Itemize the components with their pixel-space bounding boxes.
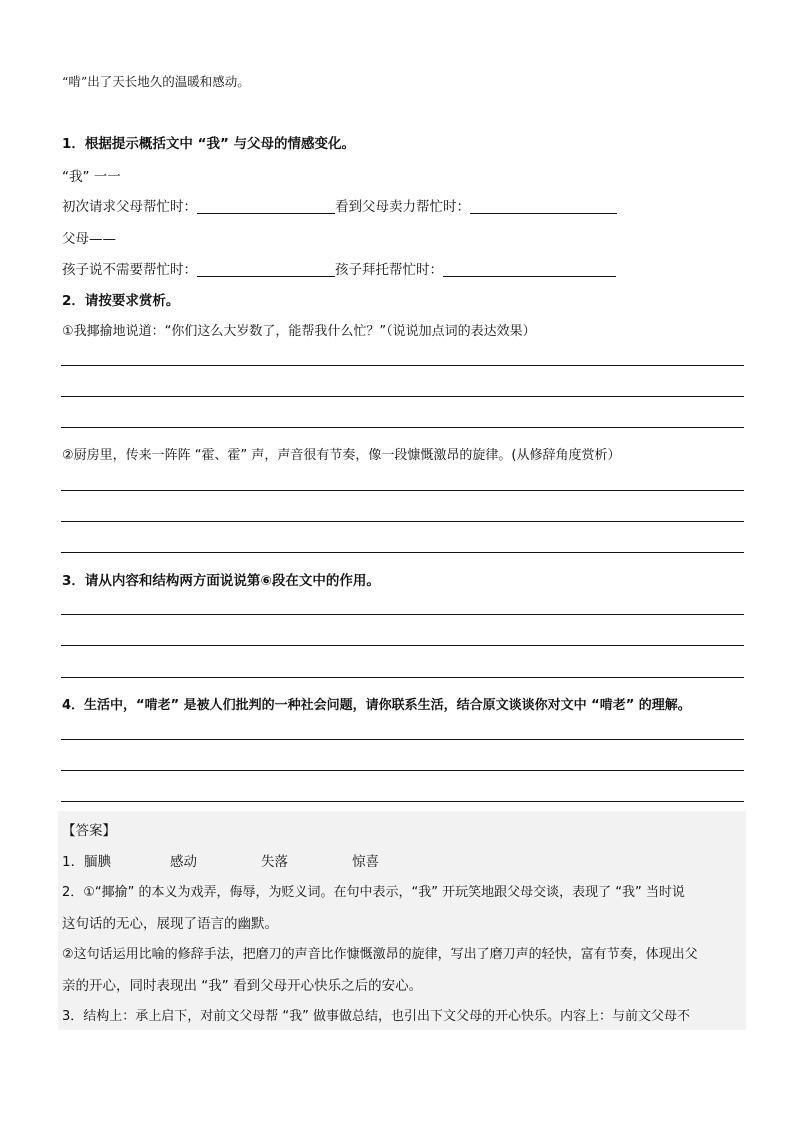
answer-line[interactable] [61, 521, 744, 522]
answer-2-line-1: 2．①“揶揄” 的本义为戏弄，侮辱，为贬义词。在句中表示，“我” 开玩笑地跟父母交谈，表现了 “我” 当时说 [62, 885, 685, 900]
question-3-title: 3．请从内容和结构两方面说说第⑥段在文中的作用。 [62, 573, 380, 589]
answer-3-line-1: 3．结构上：承上启下，对前文父母帮 “我” 做事做总结，也引出下文父母的开心快乐。内容上：与前文父母不 [62, 1009, 691, 1024]
answer-blank[interactable] [197, 262, 335, 277]
q1-parents-first-label: 孩子说不需要帮忙时： [62, 262, 197, 278]
answer-line[interactable] [61, 801, 744, 802]
answer-1-prefix: 1．腼腆 [62, 854, 112, 870]
answer-2b-line-2: 亲的开心，同时表现出 “我” 看到父母开心快乐之后的安心。 [62, 978, 423, 994]
answer-line[interactable] [61, 614, 744, 615]
q1-parents-second-label: 孩子拜托帮忙时： [335, 262, 443, 278]
answer-line[interactable] [61, 770, 744, 771]
answer-label: 【答案】 [62, 823, 116, 839]
answer-line[interactable] [61, 739, 744, 740]
answer-blank[interactable] [197, 199, 335, 214]
answer-2-line-2: 这句话的无心，展现了语言的幽默。 [62, 916, 278, 932]
q1-me-label: “我” 一一 [62, 169, 121, 185]
answer-line[interactable] [61, 490, 744, 491]
answer-line[interactable] [61, 427, 744, 428]
question-2-title: 2．请按要求赏析。 [62, 293, 180, 309]
answer-1-word: 失落 [261, 854, 288, 870]
q1-me-row [62, 195, 617, 215]
answer-1 [62, 850, 379, 870]
answer-line[interactable] [61, 645, 744, 646]
answer-1-word: 惊喜 [352, 854, 379, 870]
answer-line[interactable] [61, 396, 744, 397]
question-4-title: 4．生活中，“啃老” 是被人们批判的一种社会问题，请你联系生活，结合原文谈谈你对文中 “啃老” 的理解。 [62, 698, 691, 713]
answer-blank[interactable] [470, 199, 617, 214]
question-1-title: 1．根据提示概括文中 “我” 与父母的情感变化。 [62, 136, 356, 152]
answer-line[interactable] [61, 365, 744, 366]
answer-1-word: 感动 [170, 854, 197, 870]
answer-blank[interactable] [443, 262, 616, 277]
q1-parents-row [62, 258, 616, 278]
answer-2b-line-1: ②这句话运用比喻的修辞手法，把磨刀的声音比作慷慨激昂的旋律，写出了磨刀声的轻快，富有节奏，体现出父 [62, 947, 698, 962]
q1-me-first-label: 初次请求父母帮忙时： [62, 199, 197, 215]
answer-line[interactable] [61, 552, 744, 553]
q2-item-2: ②厨房里，传来一阵阵 “霍、霍” 声，声音很有节奏，像一段慷慨激昂的旋律。(从修辞角度赏析） [62, 448, 621, 463]
answer-line[interactable] [61, 677, 744, 678]
q1-parents-label: 父母—— [62, 231, 116, 247]
intro-line: “啃”出了天长地久的温暖和感动。 [62, 74, 250, 89]
q1-me-second-label: 看到父母卖力帮忙时： [335, 199, 470, 215]
q2-item-1: ①我揶揄地说道：“你们这么大岁数了，能帮我什么忙？”（说说加点词的表达效果） [62, 324, 536, 339]
